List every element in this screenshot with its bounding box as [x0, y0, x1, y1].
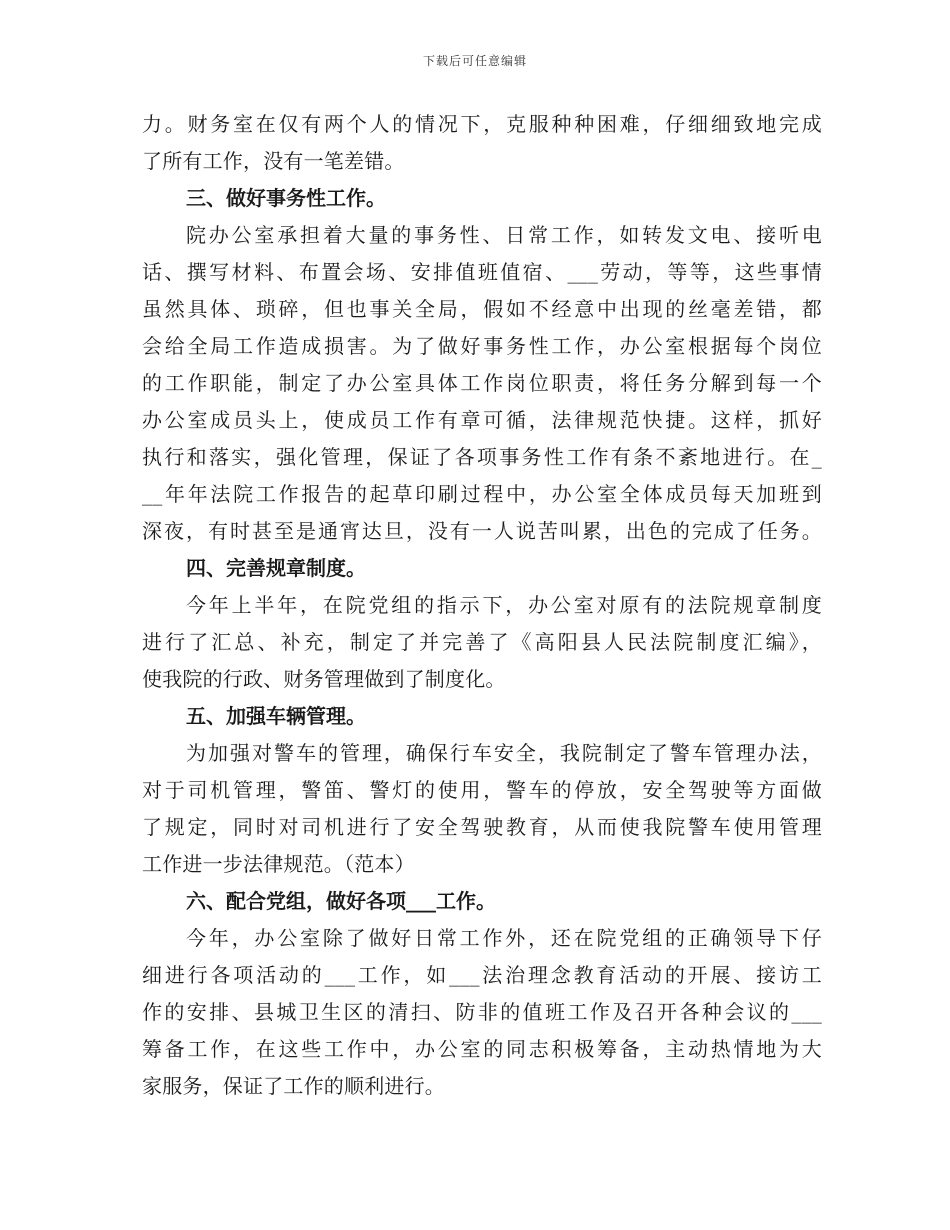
- section-heading: 五、加强车辆管理。: [186, 704, 366, 728]
- paragraph-line: 工作进一步法律规范。（范本）: [142, 852, 415, 876]
- paragraph-line: 的工作职能，制定了办公室具体工作岗位职责，将任务分解到每一个: [142, 371, 822, 395]
- paragraph-line: __年年法院工作报告的起草印刷过程中，办公室全体成员每天加班到: [142, 482, 822, 506]
- section-heading: 三、做好事务性工作。: [186, 186, 386, 210]
- paragraph-line: 今年上半年，在院党组的指示下，办公室对原有的法院规章制度: [186, 593, 822, 617]
- paragraph-line: 筹备工作，在这些工作中，办公室的同志积极筹备，主动热情地为大: [142, 1037, 822, 1061]
- section-heading: 四、完善规章制度。: [186, 556, 366, 580]
- paragraph-line: 院办公室承担着大量的事务性、日常工作，如转发文电、接听电: [186, 223, 822, 247]
- paragraph-line: 话、撰写材料、布置会场、安排值班值宿、___劳动，等等，这些事情: [142, 260, 822, 284]
- page-header: 下载后可任意编辑: [422, 54, 527, 68]
- paragraph-line: 进行了汇总、补充，制定了并完善了《高阳县人民法院制度汇编》，: [142, 630, 822, 654]
- paragraph-line: 会给全局工作造成损害。为了做好事务性工作，办公室根据每个岗位: [142, 334, 822, 358]
- paragraph-line: 办公室成员头上，使成员工作有章可循，法律规范快捷。这样，抓好: [142, 408, 822, 432]
- paragraph-line: 对于司机管理，警笛、警灯的使用，警车的停放，安全驾驶等方面做: [142, 778, 822, 802]
- paragraph-line: 作的安排、县城卫生区的清扫、防非的值班工作及召开各种会议的___: [142, 1000, 822, 1024]
- paragraph-line: 使我院的行政、财务管理做到了制度化。: [142, 667, 506, 691]
- paragraph-line: 力。财务室在仅有两个人的情况下，克服种种困难，仔细细致地完成: [142, 112, 822, 136]
- paragraph-line: 深夜，有时甚至是通宵达旦，没有一人说苦叫累，出色的完成了任务。: [142, 519, 822, 543]
- document-body: [142, 106, 822, 1105]
- paragraph-line: 为加强对警车的管理，确保行车安全，我院制定了警车管理办法，: [186, 741, 822, 765]
- section-heading: 六、配合党组，做好各项___工作。: [186, 889, 496, 913]
- paragraph-line: 执行和落实，强化管理，保证了各项事务性工作有条不紊地进行。在_: [142, 445, 822, 469]
- paragraph-line: 家服务，保证了工作的顺利进行。: [142, 1074, 445, 1098]
- paragraph-line: 今年，办公室除了做好日常工作外，还在院党组的正确领导下仔: [186, 926, 822, 950]
- paragraph-line: 细进行各项活动的___工作，如___法治理念教育活动的开展、接访工: [142, 963, 822, 987]
- paragraph-line: 虽然具体、琐碎，但也事关全局，假如不经意中出现的丝毫差错，都: [142, 297, 822, 321]
- paragraph-line: 了规定，同时对司机进行了安全驾驶教育，从而使我院警车使用管理: [142, 815, 822, 839]
- paragraph-line: 了所有工作，没有一笔差错。: [142, 149, 405, 173]
